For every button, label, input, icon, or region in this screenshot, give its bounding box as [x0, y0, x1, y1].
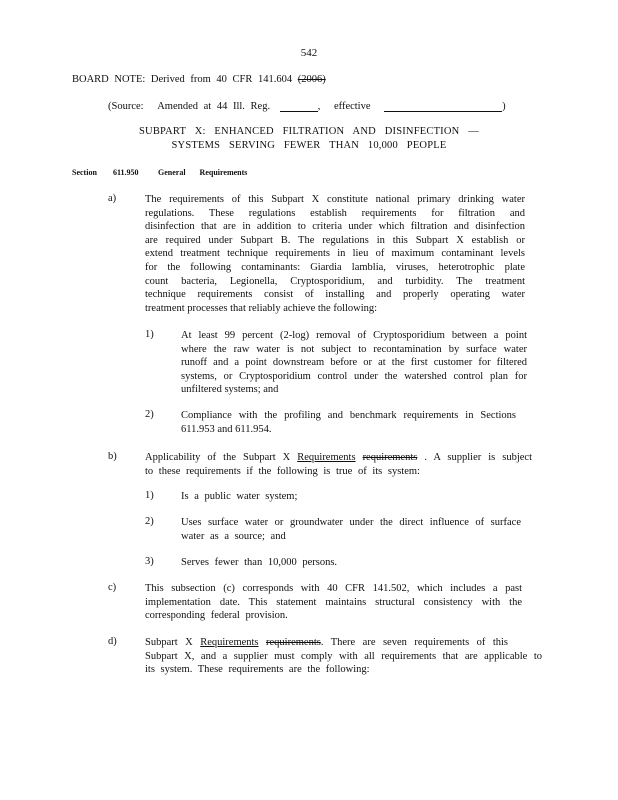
paragraph-line: for the following contaminants: Giardia lamblia, viruses, heterotrophic plate [145, 261, 525, 273]
item-d-text-tail: . There are seven requirements of this [320, 637, 509, 648]
paragraph-line: Subpart X, and a supplier must comply with all requirements that are applicable to [145, 650, 542, 662]
paragraph-line: technique requirements consist of installing and properly operating water [145, 289, 525, 301]
item-a2-paragraph [181, 409, 516, 436]
item-a-label: a) [108, 193, 117, 204]
item-b1-label: 1) [145, 490, 154, 501]
source-note [108, 101, 506, 112]
section-label: Section [72, 168, 97, 177]
item-b-inserted-word: Requirements [297, 452, 356, 463]
item-b-label: b) [108, 451, 117, 462]
paragraph-line: Serves fewer than 10,000 persons. [181, 557, 338, 568]
source-text: Amended at 44 Ill. Reg. [157, 101, 271, 112]
item-d-inserted-word: Requirements [200, 637, 259, 648]
paragraph-line: count bacteria, Legionella, Cryptosporidium, and turbidity. The treatment [145, 275, 525, 287]
item-b3-paragraph [181, 556, 521, 570]
paragraph-line [145, 451, 532, 465]
source-effective: effective [333, 101, 371, 112]
subpart-title-line1: SUBPART X: ENHANCED FILTRATION AND DISINFECTION — [139, 126, 479, 137]
paragraph-line: systems, or Cryptosporidium control under the watershed control plan for [181, 370, 527, 382]
item-c-paragraph [145, 582, 522, 623]
paragraph-line: where the raw water is not subject to recontamination by surface water [181, 343, 527, 355]
source-close: ) [502, 101, 506, 112]
paragraph-line: This subsection (c) corresponds with 40 CFR 141.502, which includes a past [145, 583, 522, 594]
paragraph-line: to these requirements if the following is true of its system: [145, 465, 420, 477]
board-note-text: Derived from 40 CFR 141.604 [150, 74, 293, 85]
item-d-label: d) [108, 636, 117, 647]
paragraph-line [145, 636, 542, 650]
item-c-label: c) [108, 582, 117, 593]
item-b1-paragraph [181, 490, 521, 504]
paragraph-line: Uses surface water or groundwater under the direct influence of surface [181, 517, 521, 528]
source-open: (Source: [108, 101, 144, 112]
paragraph-line: implementation date. This statement maintains structural consistency with the [145, 596, 522, 608]
paragraph-line: water as a source; and [181, 530, 286, 542]
section-number: 611.950 [113, 168, 139, 177]
paragraph-line: runoff and a point downstream before or at the first customer for filtered [181, 357, 527, 369]
paragraph-line: regulations. These regulations establish requirements for filtration and [145, 207, 525, 219]
paragraph-line: Compliance with the profiling and benchmark requirements in Sections [181, 410, 516, 421]
paragraph-line: unfiltered systems; and [181, 384, 279, 396]
paragraph-line: treatment processes that reliably achieve the following: [145, 302, 378, 314]
paragraph-line: Is a public water system; [181, 491, 298, 502]
paragraph-line: 611.953 and 611.954. [181, 423, 272, 435]
item-b-text: Applicability of the Subpart X [145, 452, 291, 463]
subpart-title-line2: SYSTEMS SERVING FEWER THAN 10,000 PEOPLE [171, 140, 447, 151]
paragraph-line: At least 99 percent (2-log) removal of Cryptosporidium between a point [181, 330, 527, 341]
item-b3-label: 3) [145, 556, 154, 567]
item-a2-label: 2) [145, 409, 154, 420]
item-b-paragraph [145, 451, 532, 478]
item-b2-paragraph [181, 516, 521, 543]
item-b-text-tail: . A supplier is subject [424, 452, 532, 463]
source-effective-blank [384, 101, 502, 112]
item-a1-label: 1) [145, 329, 154, 340]
paragraph-line: disinfection that are in addition to criteria under which filtration and disinfection [145, 221, 525, 233]
item-b-deleted-word: requirements [362, 452, 418, 463]
paragraph-line: extend treatment technique requirements in lieu of maximum contaminant levels [145, 248, 525, 260]
paragraph-line: its system. These requirements are the following: [145, 664, 370, 676]
board-note-struck-year: (2006) [297, 74, 326, 85]
source-comma: , [317, 101, 321, 112]
item-d-text: Subpart X [145, 637, 193, 648]
item-d-paragraph [145, 636, 542, 677]
paragraph-line: corresponding federal provision. [145, 610, 288, 622]
paragraph-line: The requirements of this Subpart X constitute national primary drinking water [145, 194, 525, 205]
paragraph-line: are required under Subpart B. The regulations in this Subpart X establish or [145, 234, 525, 246]
section-heading: General Requirements [158, 168, 248, 177]
board-note [72, 74, 326, 85]
source-reg-blank [280, 101, 318, 112]
item-b2-label: 2) [145, 516, 154, 527]
page-number: 542 [300, 47, 318, 59]
item-a-paragraph [145, 193, 525, 315]
item-a1-paragraph [181, 329, 527, 397]
board-note-label: BOARD NOTE: [72, 74, 146, 85]
item-d-deleted-word: requirements [266, 637, 321, 648]
